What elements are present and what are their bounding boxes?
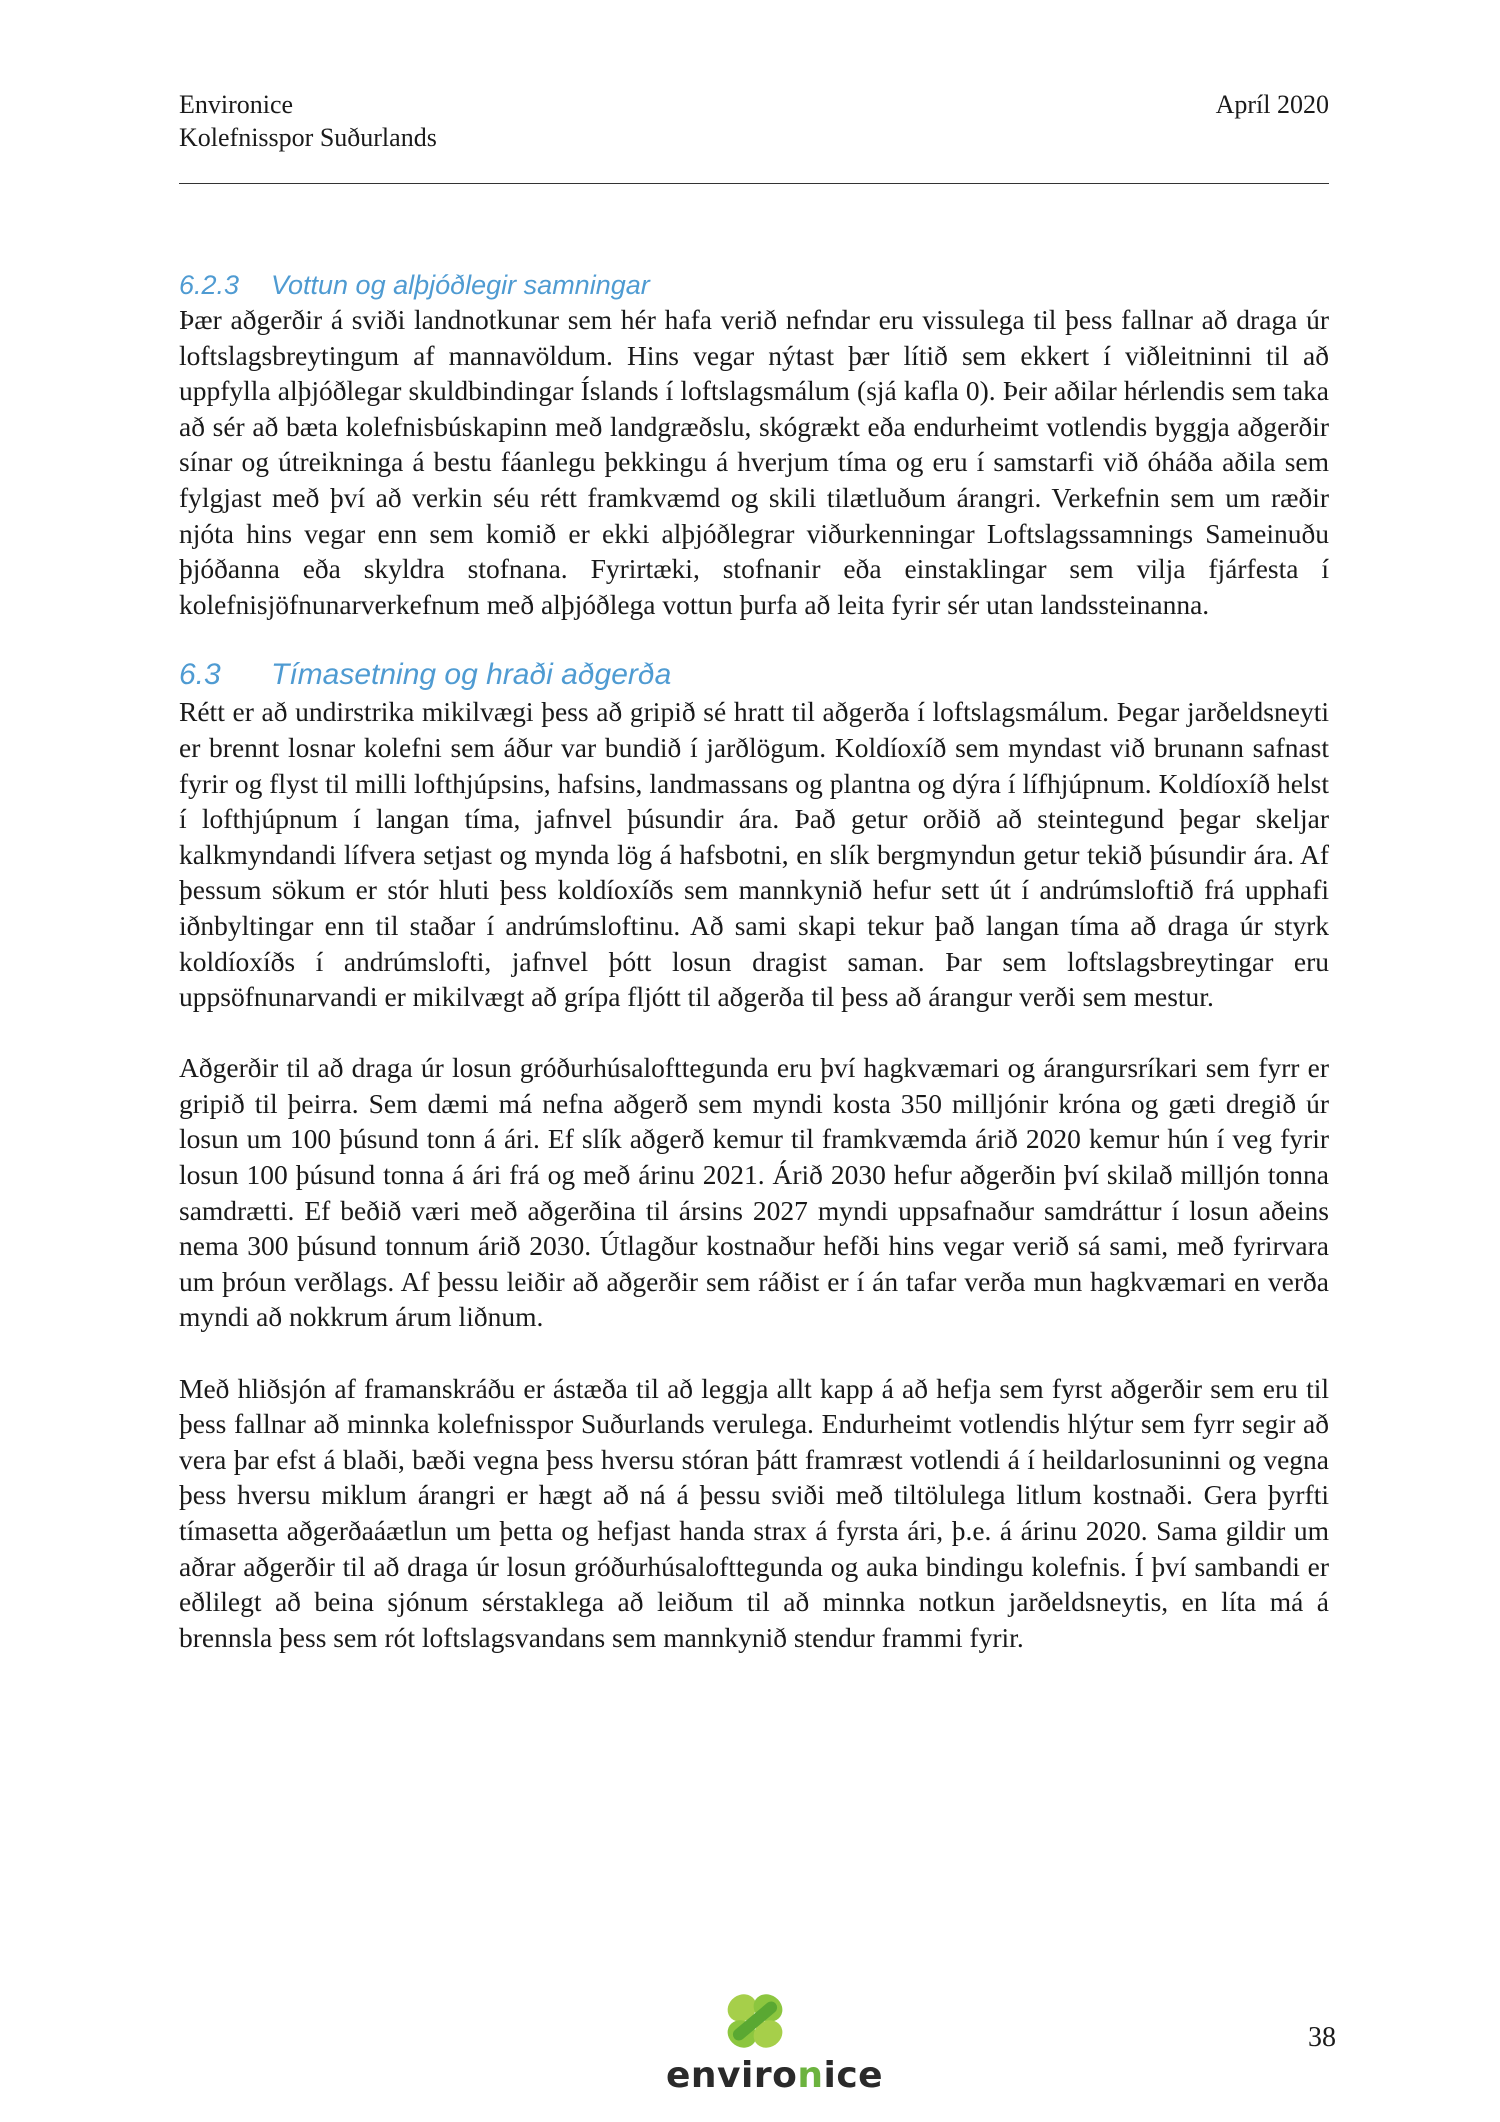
logo-text-highlight: n <box>797 2055 824 2096</box>
section-title: Tímasetning og hraði aðgerða <box>271 658 672 692</box>
logo-wordmark <box>666 2055 884 2096</box>
section-heading-6-2-3 <box>179 268 1329 302</box>
section-number: 6.3 <box>179 658 221 692</box>
section-title: Vottun og alþjóðlegir samningar <box>271 270 650 300</box>
header-document-title: Kolefnisspor Suðurlands <box>179 123 437 152</box>
page-header <box>179 88 1329 154</box>
header-rule <box>179 183 1329 184</box>
paragraph: Með hliðsjón af framanskráðu er ástæða til að leggja allt kapp á að hefja sem fyrst aðgerðir sem eru til þess fallnar að minnka kolefnisspor Suðurlands verulega. Endurheimt votlendis hlýtur sem fyrr segir að vera þar efst á blaði, bæði vegna þess hversu stóran þátt framræst votlendi á í heildarlosuninni og vegna þess hversu miklum árangri er hægt að ná á þessu sviði með tiltölulega litlum kostnaði. Gera þyrfti tímasetta aðgerðaáætlun um þetta og hefjast handa strax á fyrsta ári, þ.e. á árinu 2020. Sama gildir um aðrar aðgerðir til að draga úr losun gróðurhúsalofttegunda og auka bindingu kolefnis. Í því sambandi er eðlilegt að beina sjónum sérstaklega að leiðum til að minnka notkun jarðeldsneytis, en líta má á brennsla þess sem rót loftslagsvandans sem mannkynið stendur frammi fyrir. <box>179 1372 1329 1653</box>
paragraph: Rétt er að undirstrika mikilvægi þess að gripið sé hratt til aðgerða í loftslagsmálum. Þegar jarðeldsneyti er brennt losnar kolefni sem áður var bundið í jarðlögum. Koldíoxíð sem myndast við brunann safnast fyrir og flyst til milli lofthjúpsins, hafsins, landmassans og plantna og dýra í lífhjúpnum. Koldíoxíð helst í lofthjúpnum í langan tíma, jafnvel þúsundir ára. Það getur orðið að steintegund þegar skeljar kalkmyndandi lífvera setjast og mynda lög á hafsbotni, en slík bergmyndun getur tekið þúsundir ára. Af þessum sökum er stór hluti þess koldíoxíðs sem mannkynið hefur sett út í andrúmsloftið frá upphafi iðnbyltingar enn til staðar í andrúmsloftinu. Að sami skapi tekur það langan tíma að draga úr styrk koldíoxíðs í andrúmslofti, jafnvel þótt losun dragist saman. Þar sem loftslagsbreytingar eru uppsöfnunarvandi er mikilvægt að grípa fljótt til aðgerða til þess að árangur verði sem mestur. <box>179 696 1329 1013</box>
page-number: 38 <box>1308 2022 1336 2053</box>
header-date: Apríl 2020 <box>1215 90 1329 119</box>
section-heading-6-3 <box>179 656 1329 694</box>
environice-logo <box>666 1988 884 2098</box>
header-org: Environice <box>179 90 294 119</box>
paragraph: Aðgerðir til að draga úr losun gróðurhúsalofttegunda eru því hagkvæmari og árangursríkari sem fyrr er gripið til þeirra. Sem dæmi má nefna aðgerð sem myndi kosta 350 milljónir króna og gæti dregið úr losun um 100 þúsund tonn á ári. Ef slík aðgerð kemur til framkvæmda árið 2020 kemur hún í veg fyrir losun 100 þúsund tonna á ári frá og með árinu 2021. Árið 2030 hefur aðgerðin því skilað milljón tonna samdrætti. Ef beðið væri með aðgerðina til ársins 2027 myndi uppsafnaður samdráttur í losun aðeins nema 300 þúsund tonnum árið 2030. Útlagður kostnaður hefði hins vegar verið sá sami, með fyrirvara um þróun verðlags. Af þessu leiðir að aðgerðir sem ráðist er í án tafar verða mun hagkvæmari en verða myndi að nokkrum árum liðnum. <box>179 1052 1329 1333</box>
paragraph: Þær aðgerðir á sviði landnotkunar sem hér hafa verið nefndar eru vissulega til þess fallnar að draga úr loftslagsbreytingum af mannavöldum. Hins vegar nýtast þær lítið sem ekkert í viðleitninni til að uppfylla alþjóðlegar skuldbindingar Íslands í loftslagsmálum (sjá kafla 0). Þeir aðilar hérlendis sem taka að sér að bæta kolefnisbúskapinn með landgræðslu, skógrækt eða endurheimt votlendis byggja aðgerðir sínar og útreikninga á bestu fáanlegu þekkingu á hverjum tíma og eru í samstarfi við óháða aðila sem fylgjast með því að verkin séu rétt framkvæmd og skili tilætluðum árangri. Verkefnin sem um ræðir njóta hins vegar enn sem komið er ekki alþjóðlegrar viðurkenningar Loftslagssamnings Sameinuðu þjóðanna eða skyldra stofnana. Fyrirtæki, stofnanir eða einstaklingar sem vilja fjárfesta í kolefnisjöfnunarverkefnum með alþjóðlega vottun þurfa að leita fyrir sér utan landssteinanna. <box>179 304 1329 620</box>
clover-icon <box>666 1988 846 2058</box>
section-number: 6.2.3 <box>179 270 240 300</box>
logo-text-end: ice <box>823 2055 884 2096</box>
page-content <box>179 268 1329 1655</box>
logo-text-start: enviro <box>666 2055 798 2096</box>
